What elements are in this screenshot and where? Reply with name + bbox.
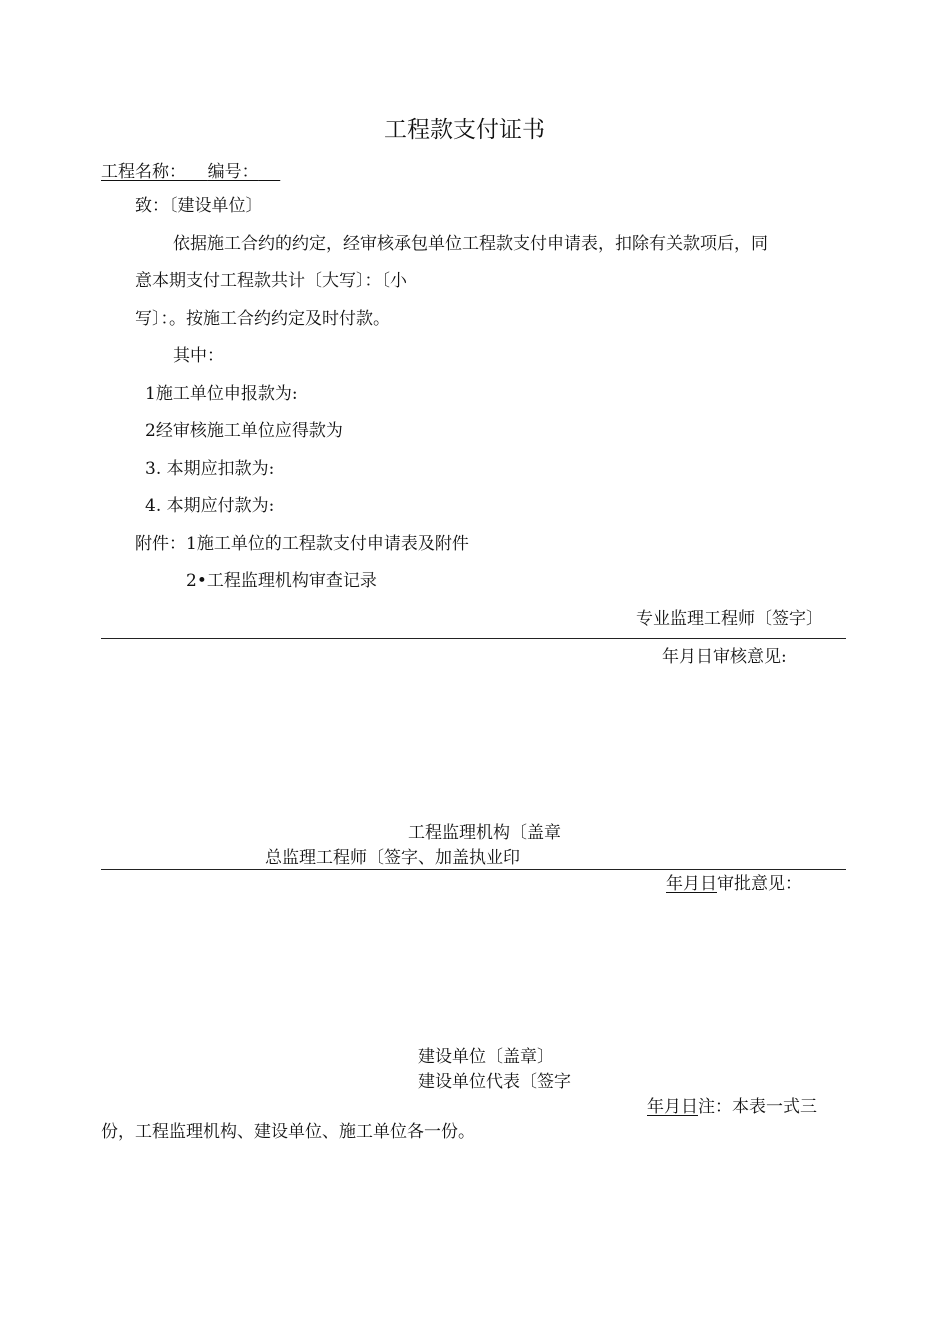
owner-representative: 建设单位代表〔签字 — [418, 1072, 571, 1092]
paragraph-line-3: 写〕：。按施工合约约定及时付款。 — [135, 309, 390, 329]
among-label: 其中： — [173, 346, 224, 366]
owner-date: 年月日 — [647, 1097, 698, 1117]
chief-engineer-signature: 总监理工程师〔签字、加盖执业印 — [265, 848, 520, 868]
divider-1 — [101, 638, 846, 639]
note-start: 注：本表一式三 — [698, 1097, 817, 1117]
item-1: 1施工单位申报款为: — [145, 384, 298, 404]
supervision-org-seal: 工程监理机构〔盖章 — [408, 823, 561, 843]
approval-opinion: 审批意见： — [717, 874, 802, 894]
number-label: 编号： — [207, 162, 259, 182]
recipient-line: 致：〔建设单位〕 — [135, 196, 263, 216]
paragraph-line-2: 意本期支付工程款共计〔大写〕：〔小 — [135, 271, 407, 291]
divider-2 — [101, 869, 846, 870]
attachment-1: 附件：1施工单位的工程款支付申请表及附件 — [135, 534, 469, 554]
owner-date-note — [647, 1096, 817, 1118]
item-3: 3. 本期应扣款为: — [145, 459, 275, 479]
page-title: 工程款支付证书 — [384, 117, 545, 143]
number-blank — [259, 162, 281, 182]
supervisor-signature: 专业监理工程师〔签字〕 — [636, 609, 823, 629]
approval-date: 年月日 — [666, 874, 717, 894]
project-name-label: 工程名称： — [101, 162, 186, 182]
header-line — [101, 161, 280, 183]
review-date-opinion: 年月日审核意见: — [662, 647, 787, 667]
owner-seal: 建设单位〔盖章〕 — [418, 1047, 554, 1067]
paragraph-line-1: 依据施工合约的约定，经审核承包单位工程款支付申请表，扣除有关款项后，同 — [173, 234, 768, 254]
note-end: 份，工程监理机构、建设单位、施工单位各一份。 — [101, 1122, 475, 1142]
item-4: 4. 本期应付款为: — [145, 496, 275, 516]
approval-line — [666, 873, 802, 895]
project-name-blank — [186, 162, 208, 182]
item-2: 2经审核施工单位应得款为 — [145, 421, 343, 441]
attachment-2: 2•工程监理机构审查记录 — [186, 571, 377, 591]
